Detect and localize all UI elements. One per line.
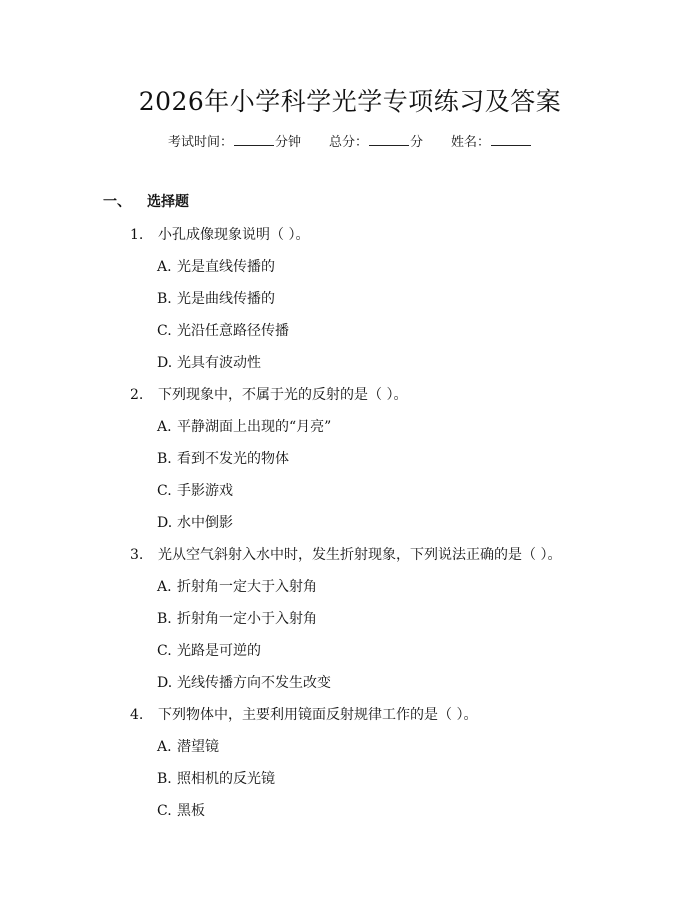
option-text: 看到不发光的物体: [177, 451, 289, 467]
option-text: 水中倒影: [177, 515, 233, 531]
option-4b: [157, 768, 275, 788]
option-letter: B.: [157, 771, 172, 787]
option-text: 折射角一定大于入射角: [177, 579, 317, 595]
option-2b: [157, 448, 289, 468]
exam-time-label: 考试时间：: [167, 135, 233, 150]
section-number: 一、: [103, 194, 131, 210]
option-letter: A.: [157, 579, 172, 595]
option-letter: D.: [157, 675, 173, 691]
option-text: 光具有波动性: [177, 355, 261, 371]
option-letter: B.: [157, 611, 172, 627]
question-text: 下列物体中，主要利用镜面反射规律工作的是（ ）。: [158, 707, 478, 723]
option-letter: C.: [157, 323, 172, 339]
option-letter: C.: [157, 483, 172, 499]
option-letter: D.: [157, 355, 173, 371]
option-text: 光路是可逆的: [177, 643, 261, 659]
option-letter: B.: [157, 451, 172, 467]
student-name-field: [451, 131, 532, 150]
option-letter: C.: [157, 803, 172, 819]
document-title: 2026年小学科学光学专项练习及答案: [138, 87, 562, 116]
total-score-blank: [369, 133, 409, 146]
exam-time-blank: [234, 133, 274, 146]
option-2c: [157, 480, 233, 500]
question-4: [130, 704, 477, 724]
option-3a: [157, 576, 317, 596]
exam-info-line: [0, 131, 700, 150]
total-score-field: [329, 131, 423, 150]
question-text: 下列现象中，不属于光的反射的是（ ）。: [158, 387, 408, 403]
option-1b: [157, 288, 275, 308]
question-3: [130, 544, 561, 564]
option-text: 照相机的反光镜: [177, 771, 275, 787]
option-3d: [157, 672, 331, 692]
option-letter: B.: [157, 291, 172, 307]
student-name-blank: [491, 133, 531, 146]
option-text: 黑板: [177, 803, 205, 819]
option-1d: [157, 352, 261, 372]
section-heading: [103, 191, 189, 211]
question-text: 小孔成像现象说明（ ）。: [158, 227, 310, 243]
total-score-label: 总分：: [328, 135, 368, 150]
option-2d: [157, 512, 233, 532]
option-letter: A.: [157, 259, 172, 275]
option-1a: [157, 256, 275, 276]
question-number: 2.: [130, 387, 144, 403]
section-title: 选择题: [147, 194, 189, 210]
option-text: 手影游戏: [177, 483, 233, 499]
option-text: 光线传播方向不发生改变: [177, 675, 331, 691]
question-number: 3.: [130, 547, 144, 563]
question-number: 4.: [130, 707, 144, 723]
option-letter: C.: [157, 643, 172, 659]
question-1: [130, 224, 309, 244]
option-letter: A.: [157, 739, 172, 755]
option-text: 潜望镜: [177, 739, 219, 755]
option-3c: [157, 640, 261, 660]
option-text: 光沿任意路径传播: [177, 323, 289, 339]
student-name-label: 姓名：: [451, 135, 491, 150]
option-letter: A.: [157, 419, 172, 435]
option-text: 光是曲线传播的: [177, 291, 275, 307]
option-4a: [157, 736, 219, 756]
option-4c: [157, 800, 205, 820]
total-score-unit: 分: [410, 135, 424, 150]
option-text: 光是直线传播的: [177, 259, 275, 275]
option-text: 折射角一定小于入射角: [177, 611, 317, 627]
option-letter: D.: [157, 515, 173, 531]
option-text: 平静湖面上出现的“月亮”: [177, 419, 332, 435]
question-2: [130, 384, 407, 404]
exam-time-field: [168, 131, 301, 150]
option-2a: [157, 416, 331, 436]
question-number: 1.: [130, 227, 144, 243]
option-1c: [157, 320, 289, 340]
option-3b: [157, 608, 317, 628]
question-text: 光从空气斜射入水中时，发生折射现象，下列说法正确的是（ ）。: [158, 547, 562, 563]
exam-time-unit: 分钟: [274, 135, 301, 150]
